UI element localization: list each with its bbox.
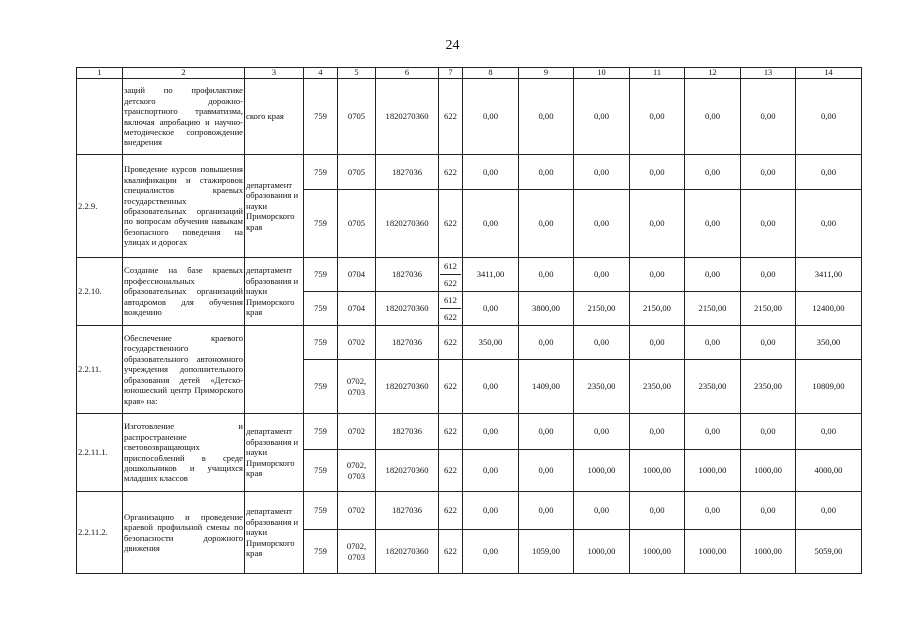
cell-grbs: 759 (304, 258, 338, 292)
cell-grbs: 759 (304, 450, 338, 492)
cell-col8: 0,00 (463, 492, 519, 530)
cell-col10: 1000,00 (574, 530, 630, 574)
expense-type-a: 612 (444, 261, 457, 271)
cell-col9: 0,00 (519, 450, 574, 492)
cell-section: 0702 (338, 326, 376, 360)
cell-col12: 0,00 (685, 79, 741, 155)
cell-col10: 0,00 (574, 492, 630, 530)
cell-section: 0702, 0703 (338, 360, 376, 414)
cell-target-article: 1820270360 (376, 360, 439, 414)
cell-col12: 0,00 (685, 414, 741, 450)
cell-col11: 2150,00 (630, 292, 685, 326)
cell-expense-type: 622 (439, 414, 463, 450)
cell-col10: 0,00 (574, 326, 630, 360)
expense-type-a: 612 (444, 295, 457, 305)
cell-col12: 0,00 (685, 326, 741, 360)
cell-col14: 0,00 (796, 492, 862, 530)
cell-col10: 0,00 (574, 155, 630, 190)
cell-col11: 1000,00 (630, 530, 685, 574)
cell-expense-type: 622 (439, 326, 463, 360)
cell-col8: 350,00 (463, 326, 519, 360)
item-executor (245, 326, 304, 414)
item-number (77, 79, 123, 155)
item-number: 2.2.10. (77, 258, 123, 326)
cell-col12: 2350,00 (685, 360, 741, 414)
cell-col8: 0,00 (463, 360, 519, 414)
cell-col11: 0,00 (630, 155, 685, 190)
item-number: 2.2.11.2. (77, 492, 123, 574)
item-description: Проведение курсов повышения квалификации и стажировок специалистов краевых государственных образовательных организаций по вопросам обучения навыкам безопасного поведения на улицах и дорогах (123, 155, 245, 258)
cell-col13: 0,00 (741, 492, 796, 530)
cell-target-article: 1827036 (376, 326, 439, 360)
cell-col12: 0,00 (685, 492, 741, 530)
cell-col8: 0,00 (463, 292, 519, 326)
cell-col9: 0,00 (519, 492, 574, 530)
cell-col10: 2350,00 (574, 360, 630, 414)
cell-expense-type: 622 (439, 530, 463, 574)
cell-col12: 1000,00 (685, 530, 741, 574)
cell-col11: 0,00 (630, 79, 685, 155)
cell-grbs: 759 (304, 292, 338, 326)
cell-col11: 0,00 (630, 326, 685, 360)
cell-grbs: 759 (304, 79, 338, 155)
cell-section: 0704 (338, 258, 376, 292)
cell-col11: 0,00 (630, 492, 685, 530)
budget-table (76, 67, 862, 574)
cell-section: 0704 (338, 292, 376, 326)
cell-col13: 1000,00 (741, 530, 796, 574)
cell-expense-type: 622 (439, 360, 463, 414)
item-description: Обеспечение краевого государственного образовательного автономного учреждения дополнительного образования детей «Детско-юношеский центр Приморского края» на: (123, 326, 245, 414)
cell-target-article: 1820270360 (376, 450, 439, 492)
cell-target-article: 1827036 (376, 492, 439, 530)
cell-section: 0705 (338, 79, 376, 155)
item-description: заций по профилактике детского дорожно-транспортного травматизма, включая апробацию и научно-методическое сопровождение внедрения (123, 79, 245, 155)
cell-section: 0702, 0703 (338, 450, 376, 492)
item-executor: ского края (245, 79, 304, 155)
cell-col9: 3800,00 (519, 292, 574, 326)
cell-col9: 0,00 (519, 326, 574, 360)
cell-col14: 0,00 (796, 79, 862, 155)
cell-col14: 10809,00 (796, 360, 862, 414)
cell-col14: 350,00 (796, 326, 862, 360)
cell-col9: 1409,00 (519, 360, 574, 414)
cell-target-article: 1827036 (376, 155, 439, 190)
cell-grbs: 759 (304, 326, 338, 360)
cell-col13: 0,00 (741, 326, 796, 360)
cell-col14: 0,00 (796, 155, 862, 190)
cell-col10: 0,00 (574, 258, 630, 292)
cell-col8: 0,00 (463, 530, 519, 574)
cell-col9: 0,00 (519, 190, 574, 258)
cell-grbs: 759 (304, 155, 338, 190)
cell-col13: 0,00 (741, 190, 796, 258)
header-row (77, 68, 862, 79)
cell-col11: 1000,00 (630, 450, 685, 492)
cell-expense-type: 622 (439, 79, 463, 155)
cell-col10: 1000,00 (574, 450, 630, 492)
table-row (77, 79, 862, 155)
cell-col13: 0,00 (741, 414, 796, 450)
item-executor: департамент образования и науки Приморского края (245, 492, 304, 574)
header-cell: 5 (338, 68, 376, 79)
page-number: 24 (445, 38, 460, 53)
cell-col9: 0,00 (519, 155, 574, 190)
header-cell: 13 (741, 68, 796, 79)
cell-col14: 0,00 (796, 190, 862, 258)
cell-col9: 0,00 (519, 79, 574, 155)
cell-col8: 0,00 (463, 450, 519, 492)
cell-col9: 1059,00 (519, 530, 574, 574)
cell-expense-type: 622 (439, 492, 463, 530)
cell-col12: 0,00 (685, 190, 741, 258)
cell-col10: 2150,00 (574, 292, 630, 326)
cell-col8: 0,00 (463, 414, 519, 450)
cell-section: 0705 (338, 190, 376, 258)
cell-grbs: 759 (304, 190, 338, 258)
cell-expense-type: 622 (439, 450, 463, 492)
cell-col14: 0,00 (796, 414, 862, 450)
header-cell: 8 (463, 68, 519, 79)
cell-col9: 0,00 (519, 258, 574, 292)
header-cell: 7 (439, 68, 463, 79)
table-row (77, 414, 862, 450)
table-row (77, 258, 862, 292)
header-cell: 6 (376, 68, 439, 79)
cell-section: 0702 (338, 414, 376, 450)
cell-target-article: 1827036 (376, 414, 439, 450)
cell-col14: 4000,00 (796, 450, 862, 492)
cell-col14: 12400,00 (796, 292, 862, 326)
cell-col10: 0,00 (574, 414, 630, 450)
cell-target-article: 1820270360 (376, 79, 439, 155)
cell-col12: 0,00 (685, 155, 741, 190)
cell-col13: 0,00 (741, 79, 796, 155)
cell-col13: 1000,00 (741, 450, 796, 492)
cell-target-article: 1820270360 (376, 530, 439, 574)
cell-target-article: 1820270360 (376, 292, 439, 326)
cell-expense-type (439, 292, 463, 326)
cell-col12: 2150,00 (685, 292, 741, 326)
cell-col8: 0,00 (463, 190, 519, 258)
cell-col13: 0,00 (741, 155, 796, 190)
item-executor: департамент образования и науки Приморского края (245, 414, 304, 492)
cell-expense-type (439, 258, 463, 292)
header-cell: 4 (304, 68, 338, 79)
cell-col12: 0,00 (685, 258, 741, 292)
item-executor: департамент образования и науки Приморского края (245, 258, 304, 326)
expense-type-b: 622 (440, 274, 461, 291)
cell-grbs: 759 (304, 530, 338, 574)
header-cell: 1 (77, 68, 123, 79)
cell-target-article: 1820270360 (376, 190, 439, 258)
cell-expense-type: 622 (439, 190, 463, 258)
item-executor: департамент образования и науки Приморского края (245, 155, 304, 258)
header-cell: 2 (123, 68, 245, 79)
item-number: 2.2.11.1. (77, 414, 123, 492)
cell-expense-type: 622 (439, 155, 463, 190)
cell-col10: 0,00 (574, 190, 630, 258)
cell-col9: 0,00 (519, 414, 574, 450)
cell-col13: 2150,00 (741, 292, 796, 326)
table-row (77, 492, 862, 530)
cell-col8: 0,00 (463, 155, 519, 190)
cell-section: 0702, 0703 (338, 530, 376, 574)
cell-col13: 2350,00 (741, 360, 796, 414)
item-description: Организацию и проведение краевой профильной смены по безопасности дорожного движения (123, 492, 245, 574)
cell-col11: 0,00 (630, 190, 685, 258)
cell-col8: 0,00 (463, 79, 519, 155)
header-cell: 14 (796, 68, 862, 79)
item-description: Создание на базе краевых профессиональных образовательных организаций автодромов для обучения вождению (123, 258, 245, 326)
cell-col14: 5059,00 (796, 530, 862, 574)
header-cell: 11 (630, 68, 685, 79)
cell-col13: 0,00 (741, 258, 796, 292)
cell-section: 0702 (338, 492, 376, 530)
cell-grbs: 759 (304, 360, 338, 414)
cell-col14: 3411,00 (796, 258, 862, 292)
item-number: 2.2.9. (77, 155, 123, 258)
cell-section: 0705 (338, 155, 376, 190)
item-description: Изготовление и распространение световозвращающих приспособлений в среде дошкольников и учащихся младших классов (123, 414, 245, 492)
cell-col11: 0,00 (630, 414, 685, 450)
cell-grbs: 759 (304, 492, 338, 530)
header-cell: 12 (685, 68, 741, 79)
header-cell: 3 (245, 68, 304, 79)
item-number: 2.2.11. (77, 326, 123, 414)
table-row (77, 155, 862, 190)
header-cell: 10 (574, 68, 630, 79)
cell-col8: 3411,00 (463, 258, 519, 292)
table-row (77, 326, 862, 360)
cell-col11: 0,00 (630, 258, 685, 292)
header-cell: 9 (519, 68, 574, 79)
cell-col11: 2350,00 (630, 360, 685, 414)
expense-type-b: 622 (440, 308, 461, 325)
cell-col10: 0,00 (574, 79, 630, 155)
cell-col12: 1000,00 (685, 450, 741, 492)
cell-target-article: 1827036 (376, 258, 439, 292)
cell-grbs: 759 (304, 414, 338, 450)
